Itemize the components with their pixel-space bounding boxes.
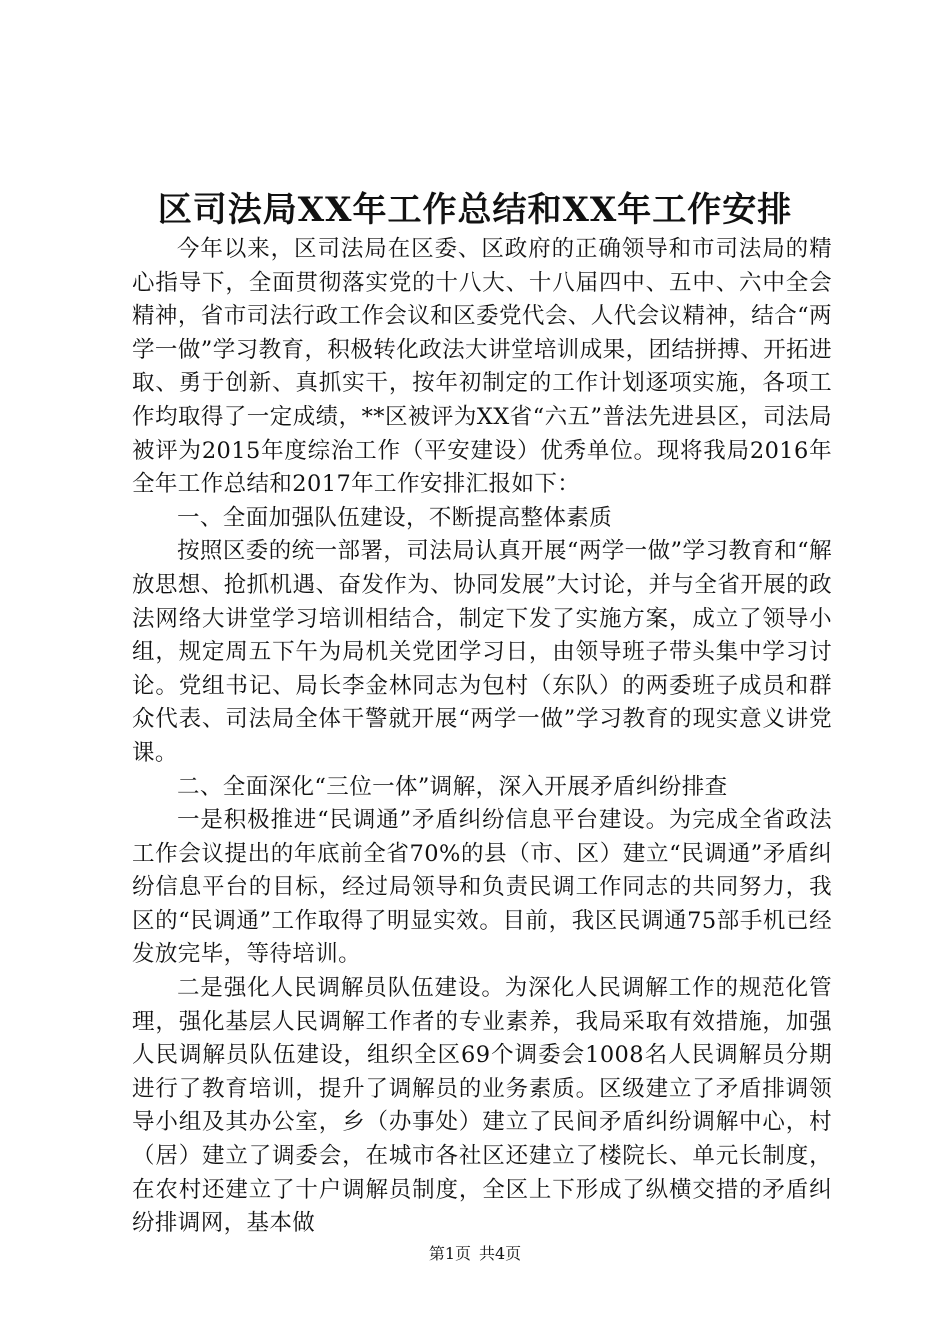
- intro-paragraph: 今年以来，区司法局在区委、区政府的正确领导和市司法局的精心指导下，全面贯彻落实党的十八大、十八届四中、五中、六中全会精神，省市司法行政工作会议和区委党代会、人代会议精神，结合“两学一做”学习教育，积极转化政法大讲堂培训成果，团结拼搏、开拓进取、勇于创新、真抓实干，按年初制定的工作计划逐项实施，各项工作均取得了一定成绩，**区被评为XX省“六五”普法先进县区，司法局被评为2015年度综治工作（平安建设）优秀单位。现将我局2016年全年工作总结和2017年工作安排汇报如下：: [132, 236, 832, 498]
- page-number: 第1页: [428, 1244, 471, 1263]
- section-2-paragraph-1: 一是积极推进“民调通”矛盾纠纷信息平台建设。为完成全省政法工作会议提出的年底前全省70%的县（市、区）建立“民调通”矛盾纠纷信息平台的目标，经过局领导和负责民调工作同志的共同努力，我区的“民调通”工作取得了明显实效。目前，我区民调通75部手机已经发放完毕，等待培训。: [132, 807, 832, 968]
- section-heading-2: 二、全面深化“三位一体”调解，深入开展矛盾纠纷排查: [177, 773, 728, 800]
- section-heading-1: 一、全面加强队伍建设，不断提高整体素质: [177, 504, 613, 531]
- page-total: 共4页: [479, 1244, 522, 1263]
- section-2-paragraph-2: 二是强化人民调解员队伍建设。为深化人民调解工作的规范化管理，强化基层人民调解工作者的专业素养，我局采取有效措施，加强人民调解员队伍建设，组织全区69个调委会1008名人民调解员分期进行了教育培训，提升了调解员的业务素质。区级建立了矛盾排调领导小组及其办公室，乡（办事处）建立了民间矛盾纠纷调解中心，村（居）建立了调委会，在城市各社区还建立了楼院长、单元长制度，在农村还建立了十户调解员制度，全区上下形成了纵横交措的矛盾纠纷排调网，基本做: [132, 975, 832, 1237]
- document-body: [132, 233, 832, 1241]
- section-1-paragraph: 按照区委的统一部署，司法局认真开展“两学一做”学习教育和“解放思想、抢抓机遇、奋发作为、协同发展”大讨论，并与全省开展的政法网络大讲堂学习培训相结合，制定下发了实施方案，成立了领导小组，规定周五下午为局机关党团学习日，由领导班子带头集中学习讨论。党组书记、局长李金林同志为包村（东队）的两委班子成员和群众代表、司法局全体干警就开展“两学一做”学习教育的现实意义讲党课。: [132, 538, 832, 766]
- page-footer: [0, 1243, 950, 1265]
- document-title: 区司法局XX年工作总结和XX年工作安排: [157, 190, 793, 230]
